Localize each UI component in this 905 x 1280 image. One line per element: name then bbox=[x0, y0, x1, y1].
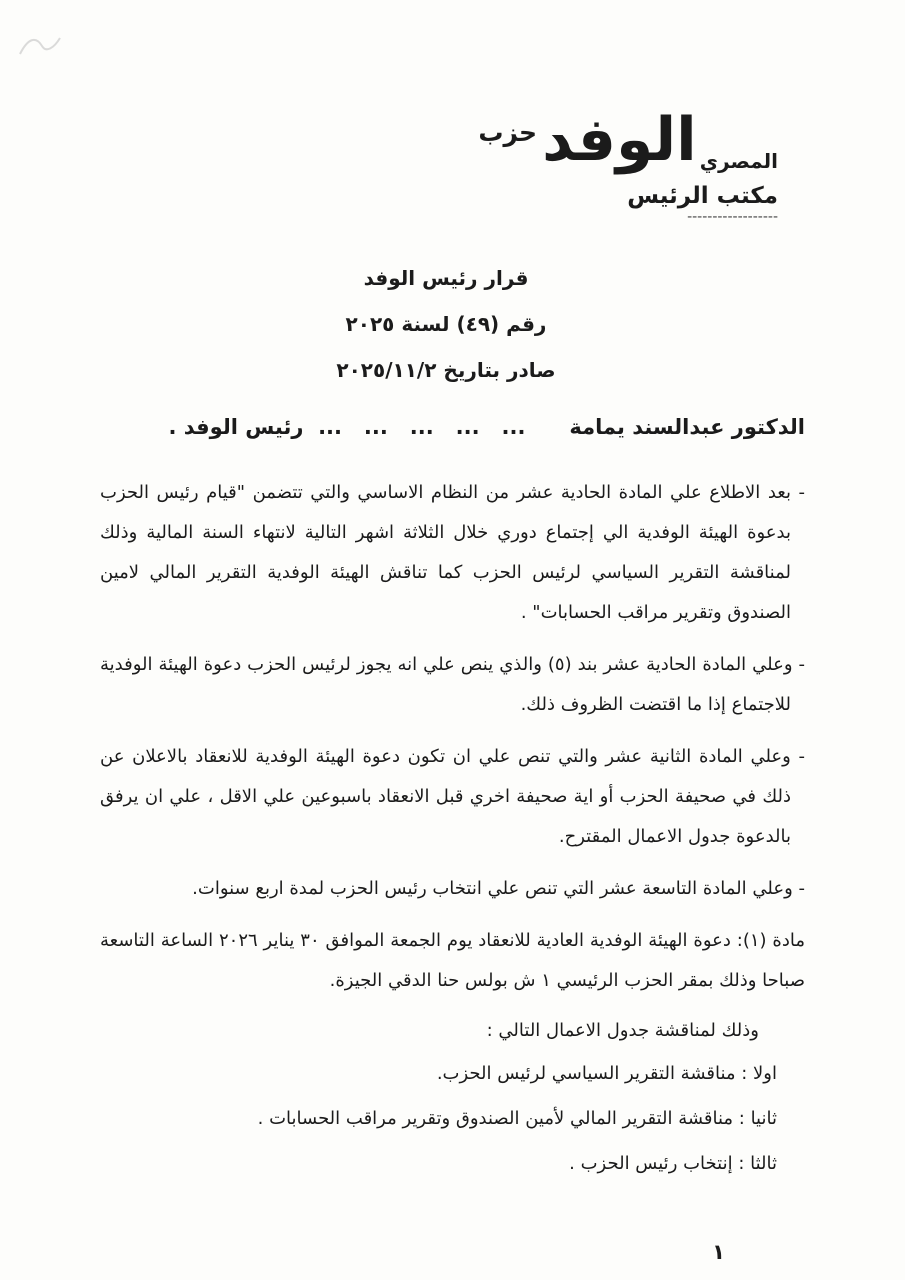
letterhead bbox=[478, 105, 778, 225]
preamble-paragraph: - وعلي المادة الحادية عشر بند (٥) والذي ينص علي انه يجوز لرئيس الحزب دعوة الهيئة الوفدية للاجتماع إذا ما اقتضت الظروف ذلك. bbox=[100, 654, 805, 715]
preamble-paragraph: - وعلي المادة التاسعة عشر التي تنص علي انتخاب رئيس الحزب لمدة اربع سنوات. bbox=[192, 878, 805, 899]
decree-number-line: رقم (٤٩) لسنة ٢٠٢٥ bbox=[345, 312, 547, 336]
decree-body bbox=[100, 473, 805, 1186]
article-1-paragraph: مادة (١): دعوة الهيئة الوفدية العادية للانعقاد يوم الجمعة الموافق ٣٠ يناير ٢٠٢٦ الساعة التاسعة صباحا وذلك بمقر الحزب الرئيسي ١ ش بولس حنا الدقي الجيزة. bbox=[100, 930, 806, 991]
agenda-item-third: ثالثا : إنتخاب رئيس الحزب . bbox=[569, 1153, 777, 1174]
decree-title: قرار رئيس الوفد bbox=[363, 266, 529, 290]
addressee-line: الدكتور عبدالسند يمامة ... ... ... ... ... رئيس الوفد . bbox=[168, 415, 805, 439]
party-logo bbox=[478, 105, 778, 175]
preamble-paragraph: - بعد الاطلاع علي المادة الحادية عشر من النظام الاساسي والتي تتضمن "قيام رئيس الحزب بدعوة الهيئة الوفدية الي إجتماع دوري خلال الثلاثة اشهر التالية لانتهاء السنة المالية وذلك لمناقشة التقرير السياسي لرئيس الحزب كما تناقش الهيئة الوفدية التقرير المالي لامين الصندوق وتقرير مراقب الحسابات" . bbox=[100, 482, 805, 623]
dashed-divider: ------------------ bbox=[687, 209, 778, 225]
scan-artifact-mark bbox=[16, 28, 70, 62]
logo-word-hizb: حزب bbox=[478, 118, 538, 147]
decree-heading bbox=[311, 255, 581, 393]
agenda-intro-line: وذلك لمناقشة جدول الاعمال التالي : bbox=[486, 1020, 759, 1041]
logo-word-alwafd: الوفد bbox=[542, 105, 697, 175]
logo-word-almasry: المصري bbox=[699, 149, 778, 173]
decree-date-line: صادر بتاريخ ٢٠٢٥/١١/٢ bbox=[336, 358, 556, 382]
agenda-item-second: ثانيا : مناقشة التقرير المالي لأمين الصندوق وتقرير مراقب الحسابات . bbox=[257, 1108, 777, 1129]
agenda-item-first: اولا : مناقشة التقرير السياسي لرئيس الحزب. bbox=[436, 1063, 777, 1084]
page-number: ١ bbox=[712, 1240, 725, 1264]
office-of-president-title: مكتب الرئيس bbox=[627, 183, 778, 209]
preamble-paragraph: - وعلي المادة الثانية عشر والتي تنص علي ان تكون دعوة الهيئة الوفدية للانعقاد بالاعلان عن ذلك في صحيفة الحزب أو اية صحيفة اخري قبل الانعقاد باسبوعين علي الاقل ، علي ان يرفق بالدعوة جدول الاعمال المقترح. bbox=[100, 746, 805, 847]
